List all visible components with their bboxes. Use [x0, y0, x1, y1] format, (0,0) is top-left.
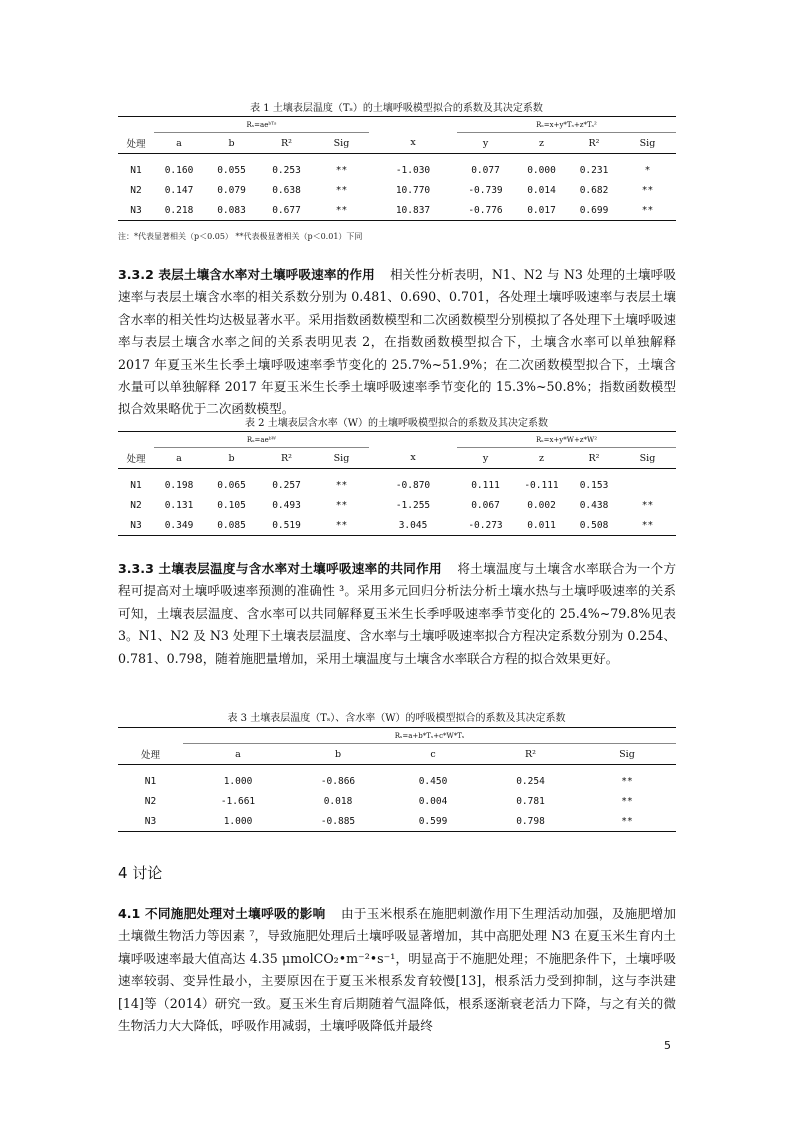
- cell: 0.002: [527, 499, 556, 511]
- cell: 0.781: [516, 795, 545, 807]
- table1-header: x: [369, 133, 457, 154]
- cell: **: [641, 184, 654, 196]
- section-3-3-3-heading: 3.3.3 土壤表层温度与含水率对土壤呼吸速率的共同作用: [118, 561, 442, 576]
- cell: 0.519: [259, 515, 314, 536]
- cell: N1: [130, 164, 142, 176]
- cell: N3: [118, 811, 183, 832]
- cell: N2: [130, 184, 142, 196]
- table3: [118, 727, 676, 832]
- cell: **: [335, 184, 348, 196]
- section-4-1-heading: 4.1 不同施肥处理对土壤呼吸的影响: [118, 906, 326, 921]
- cell: -0.739: [468, 184, 503, 196]
- cell: 0.000: [527, 164, 556, 176]
- table-row: [118, 771, 676, 791]
- cell: 0.004: [418, 795, 448, 807]
- cell: 1.000: [223, 775, 253, 787]
- table2-header: x: [369, 448, 457, 469]
- cell: **: [314, 200, 369, 221]
- cell: 0.231: [579, 164, 609, 176]
- cell: 0.017: [514, 200, 569, 221]
- table-row: [118, 475, 676, 495]
- table3-caption: 表 3 土壤表层温度（Tₛ）、含水率（W）的呼吸模型拟合的系数及其决定系数: [227, 713, 566, 724]
- table-row: [118, 160, 676, 180]
- cell: **: [335, 499, 348, 511]
- cell: 0.011: [514, 515, 569, 536]
- cell: *: [644, 164, 651, 176]
- cell: N3: [118, 515, 154, 536]
- cell: 3.045: [369, 515, 457, 536]
- table2-header: R²: [569, 448, 619, 469]
- cell: 0.349: [154, 515, 204, 536]
- cell: 0.254: [516, 775, 545, 787]
- cell: N2: [130, 499, 142, 511]
- table1-header: R²: [569, 133, 619, 154]
- cell: -0.111: [524, 479, 559, 491]
- section-4-title: 4 讨论: [118, 864, 163, 882]
- cell: 0.508: [569, 515, 619, 536]
- table2-model-right: Rₛ=x+y*W+z*W²: [457, 432, 676, 448]
- cell: 0.147: [164, 184, 194, 196]
- cell: 0.085: [204, 515, 259, 536]
- table3-header: Sig: [578, 744, 676, 765]
- cell: 0.638: [272, 184, 301, 196]
- table3-header: c: [383, 744, 483, 765]
- cell: **: [621, 775, 633, 787]
- table1-model-left: Rₛ=aeᵇᵀˢ: [154, 117, 369, 133]
- cell: 0.218: [154, 200, 204, 221]
- section-4-1: [118, 903, 676, 1037]
- cell: 0.798: [483, 811, 578, 832]
- cell: 0.105: [217, 499, 246, 511]
- page-number: 5: [664, 1039, 671, 1052]
- table-row: [118, 791, 676, 811]
- section-3-3-3: [118, 558, 676, 670]
- cell: 0.438: [579, 499, 609, 511]
- table2-header: a: [154, 448, 204, 469]
- cell: 0.111: [471, 479, 500, 491]
- cell: N1: [130, 479, 142, 491]
- cell: 0.599: [383, 811, 483, 832]
- cell: 10.837: [369, 200, 457, 221]
- cell: 0.699: [569, 200, 619, 221]
- section-3-3-2-body: 相关性分析表明，N1、N2 与 N3 处理的土壤呼吸速率与表层土壤含水率的相关系数分别为 0.481、0.690、0.701，各处理土壤呼吸速率与表层土壤含水率的相关性均达极显著水平。采用指数函数模型和二次函数模型分别模拟了各处理下土壤呼吸速率与表层土壤含水率之间的关系表明见表 2，在指数函数模型拟合下，土壤含水率可以单独解释 2017 年夏玉米生长季土壤呼吸速率季节变化的 25.7%~51.9%；在二次函数模型拟合下，土壤含水量可以单独解释 2017 年夏玉米生长季土壤呼吸速率季节变化的 15.3%~50.8%；指数函数模型拟合效果略优于二次函数模型。: [118, 267, 676, 417]
- cell: 0.253: [272, 164, 301, 176]
- table-row: [118, 811, 676, 832]
- cell: **: [619, 515, 676, 536]
- table3-model: Rₛ=a+b*Tₛ+c*W*Tₛ: [183, 728, 676, 744]
- cell: 0.682: [579, 184, 609, 196]
- table1: [118, 116, 676, 221]
- table-row: [118, 515, 676, 536]
- table2-header: y: [457, 448, 514, 469]
- cell: -1.661: [220, 795, 256, 807]
- table1-note: 注：*代表显著相关（p＜0.05） **代表极显著相关（p＜0.01）下同: [118, 232, 363, 241]
- table1-header: 处理: [118, 133, 154, 154]
- table3-header: 处理: [118, 744, 183, 765]
- cell: 0.079: [217, 184, 246, 196]
- table1-header: Sig: [314, 133, 369, 154]
- cell: -1.255: [395, 499, 431, 511]
- cell: 0.160: [164, 164, 194, 176]
- table2-header: z: [514, 448, 569, 469]
- cell: **: [578, 811, 676, 832]
- cell: **: [314, 515, 369, 536]
- table2-header: Sig: [314, 448, 369, 469]
- section-4-1-body: 由于玉米根系在施肥刺激作用下生理活动加强，及施肥增加土壤微生物活力等因素 ⁷，导致施肥处理后土壤呼吸显著增加，其中高肥处理 N3 在夏玉米生育内土壤呼吸速率最大值高达 4.35 μmolCO₂•m⁻²•s⁻¹，明显高于不施肥处理；不施肥条件下，土壤呼吸速率较弱、变异性最小，主要原因在于夏玉米根系发育较慢[13]，根系活力受到抑制，这与李洪建[14]等（2014）研究一致。夏玉米生育后期随着气温降低，根系逐渐衰老活力下降，与之有关的微生物活力大大降低，呼吸作用减弱，土壤呼吸降低并最终: [118, 906, 676, 1034]
- table-row: [118, 180, 676, 200]
- table1-header: Sig: [619, 133, 676, 154]
- table2-header: 处理: [118, 448, 154, 469]
- cell: 0.083: [204, 200, 259, 221]
- table2-caption: 表 2 土壤表层含水率（W）的土壤呼吸模型拟合的系数及其决定系数: [245, 418, 548, 429]
- cell: -0.870: [395, 479, 431, 491]
- table1-caption: 表 1 土壤表层温度（Tₛ）的土壤呼吸模型拟合的系数及其决定系数: [250, 103, 543, 114]
- cell: 0.677: [259, 200, 314, 221]
- cell: -0.885: [293, 811, 383, 832]
- cell: 0.153: [579, 479, 609, 491]
- table1-header: a: [154, 133, 204, 154]
- cell: 0.065: [217, 479, 246, 491]
- cell: -0.866: [320, 775, 356, 787]
- cell: N1: [144, 775, 157, 787]
- table1-header: b: [204, 133, 259, 154]
- cell: -1.030: [395, 164, 431, 176]
- cell: 0.493: [272, 499, 301, 511]
- cell: [619, 475, 676, 495]
- table3-header: R²: [483, 744, 578, 765]
- cell: **: [335, 164, 348, 176]
- cell: **: [335, 479, 348, 491]
- table1-header: R²: [259, 133, 314, 154]
- table-row: [118, 495, 676, 515]
- table3-header: b: [293, 744, 383, 765]
- section-3-3-3-body: 将土壤温度与土壤含水率联合为一个方程可提高对土壤呼吸速率预测的准确性 ³。采用多元回归分析法分析土壤水热与土壤呼吸速率的关系可知，土壤表层温度、含水率可以共同解释夏玉米生长季呼吸速率季节变化的 25.4%~79.8%见表 3。N1、N2 及 N3 处理下土壤表层温度、含水率与土壤呼吸速率拟合方程决定系数分别为 0.254、0.781、0.798，随着施肥量增加，采用土壤温度与土壤含水率联合方程的拟合效果更好。: [118, 561, 677, 666]
- cell: 0.014: [527, 184, 556, 196]
- cell: 0.067: [471, 499, 500, 511]
- table2-model-left: Rₛ=aeᵇᵂ: [154, 432, 369, 448]
- cell: -0.273: [457, 515, 514, 536]
- cell: **: [619, 200, 676, 221]
- cell: 1.000: [183, 811, 293, 832]
- cell: **: [621, 795, 633, 807]
- table3-header: a: [183, 744, 293, 765]
- table-row: [118, 200, 676, 221]
- cell: 0.055: [217, 164, 246, 176]
- table2-header: Sig: [619, 448, 676, 469]
- cell: 0.077: [471, 164, 500, 176]
- cell: N3: [118, 200, 154, 221]
- section-3-3-2-heading: 3.3.2 表层土壤含水率对土壤呼吸速率的作用: [118, 267, 375, 282]
- cell: **: [641, 499, 654, 511]
- table2: [118, 431, 676, 536]
- cell: 0.198: [164, 479, 194, 491]
- cell: 0.257: [272, 479, 301, 491]
- cell: 0.131: [164, 499, 194, 511]
- table2-header: R²: [259, 448, 314, 469]
- table1-model-right: Rₛ=x+y*Tₛ+z*Tₛ²: [457, 117, 676, 133]
- table2-header: b: [204, 448, 259, 469]
- cell: N2: [144, 795, 157, 807]
- section-3-3-2: [118, 264, 676, 421]
- cell: -0.776: [457, 200, 514, 221]
- table1-header: y: [457, 133, 514, 154]
- cell: 0.450: [418, 775, 448, 787]
- cell: 0.018: [323, 795, 353, 807]
- table1-header: z: [514, 133, 569, 154]
- cell: 10.770: [395, 184, 431, 196]
